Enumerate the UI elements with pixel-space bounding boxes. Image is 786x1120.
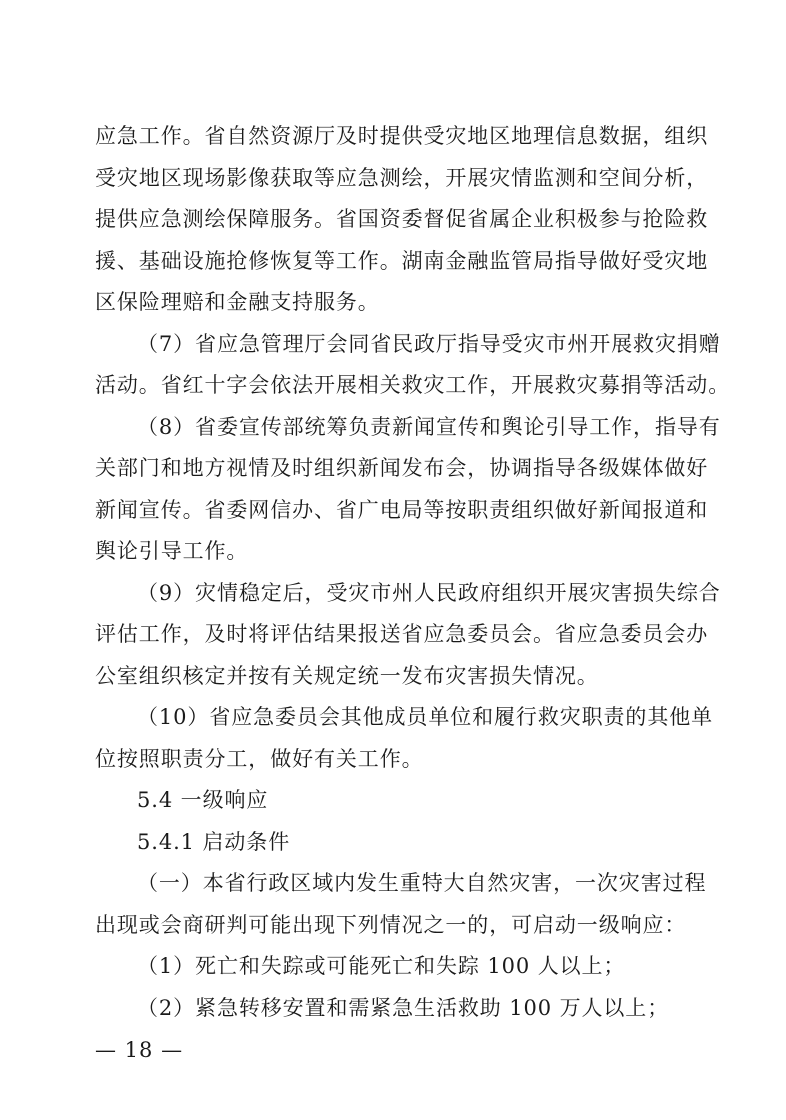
document-body: [95, 116, 731, 1029]
text-line: 区保险理赔和金融支持服务。: [95, 290, 380, 314]
paragraph-10-line: （10）省应急委员会其他成员单位和履行救灾职责的其他单: [137, 705, 714, 729]
text-line: 援、基础设施抢修恢复等工作。湖南金融监管局指导做好受灾地: [95, 248, 709, 273]
text-line: 提供应急测绘保障服务。省国资委督促省属企业积极参与抢险救: [95, 207, 709, 231]
text-line: 活动。省红十字会依法开展相关救灾工作，开展救灾募捐等活动。: [95, 373, 731, 397]
page-number: — 18 —: [95, 1038, 184, 1062]
condition-intro-line: （一）本省行政区域内发生重特大自然灾害，一次灾害过程: [137, 871, 707, 895]
text-line: 受灾地区现场影像获取等应急测绘，开展灾情监测和空间分析，: [95, 165, 709, 190]
text-line: 舆论引导工作。: [95, 539, 249, 563]
text-line: 评估工作，及时将评估结果报送省应急委员会。省应急委员会办: [95, 622, 709, 646]
text-line: 新闻宣传。省委网信办、省广电局等按职责组织做好新闻报道和: [95, 497, 709, 522]
condition-item-2: （2）紧急转移安置和需紧急生活救助 100 万人以上；: [137, 995, 670, 1020]
section-heading-5-4-1: 5.4.1 启动条件: [137, 829, 291, 854]
text-line: 公室组织核定并按有关规定统一发布灾害损失情况。: [95, 663, 599, 688]
condition-item-1: （1）死亡和失踪或可能死亡和失踪 100 人以上；: [137, 954, 626, 978]
section-heading-5-4: 5.4 一级响应: [137, 788, 269, 812]
paragraph-8-line: （8）省委宣传部统筹负责新闻宣传和舆论引导工作，指导有: [137, 414, 721, 439]
text-line: 应急工作。省自然资源厅及时提供受灾地区地理信息数据，组织: [95, 124, 709, 148]
text-line: 位按照职责分工，做好有关工作。: [95, 746, 424, 771]
text-line: 关部门和地方视情及时组织新闻发布会，协调指导各级媒体做好: [95, 456, 709, 480]
paragraph-7-line: （7）省应急管理厅会同省民政厅指导受灾市州开展救灾捐赠: [137, 331, 721, 356]
paragraph-9-line: （9）灾情稳定后，受灾市州人民政府组织开展灾害损失综合: [137, 580, 721, 605]
text-line: 出现或会商研判可能出现下列情况之一的，可启动一级响应：: [95, 912, 687, 937]
